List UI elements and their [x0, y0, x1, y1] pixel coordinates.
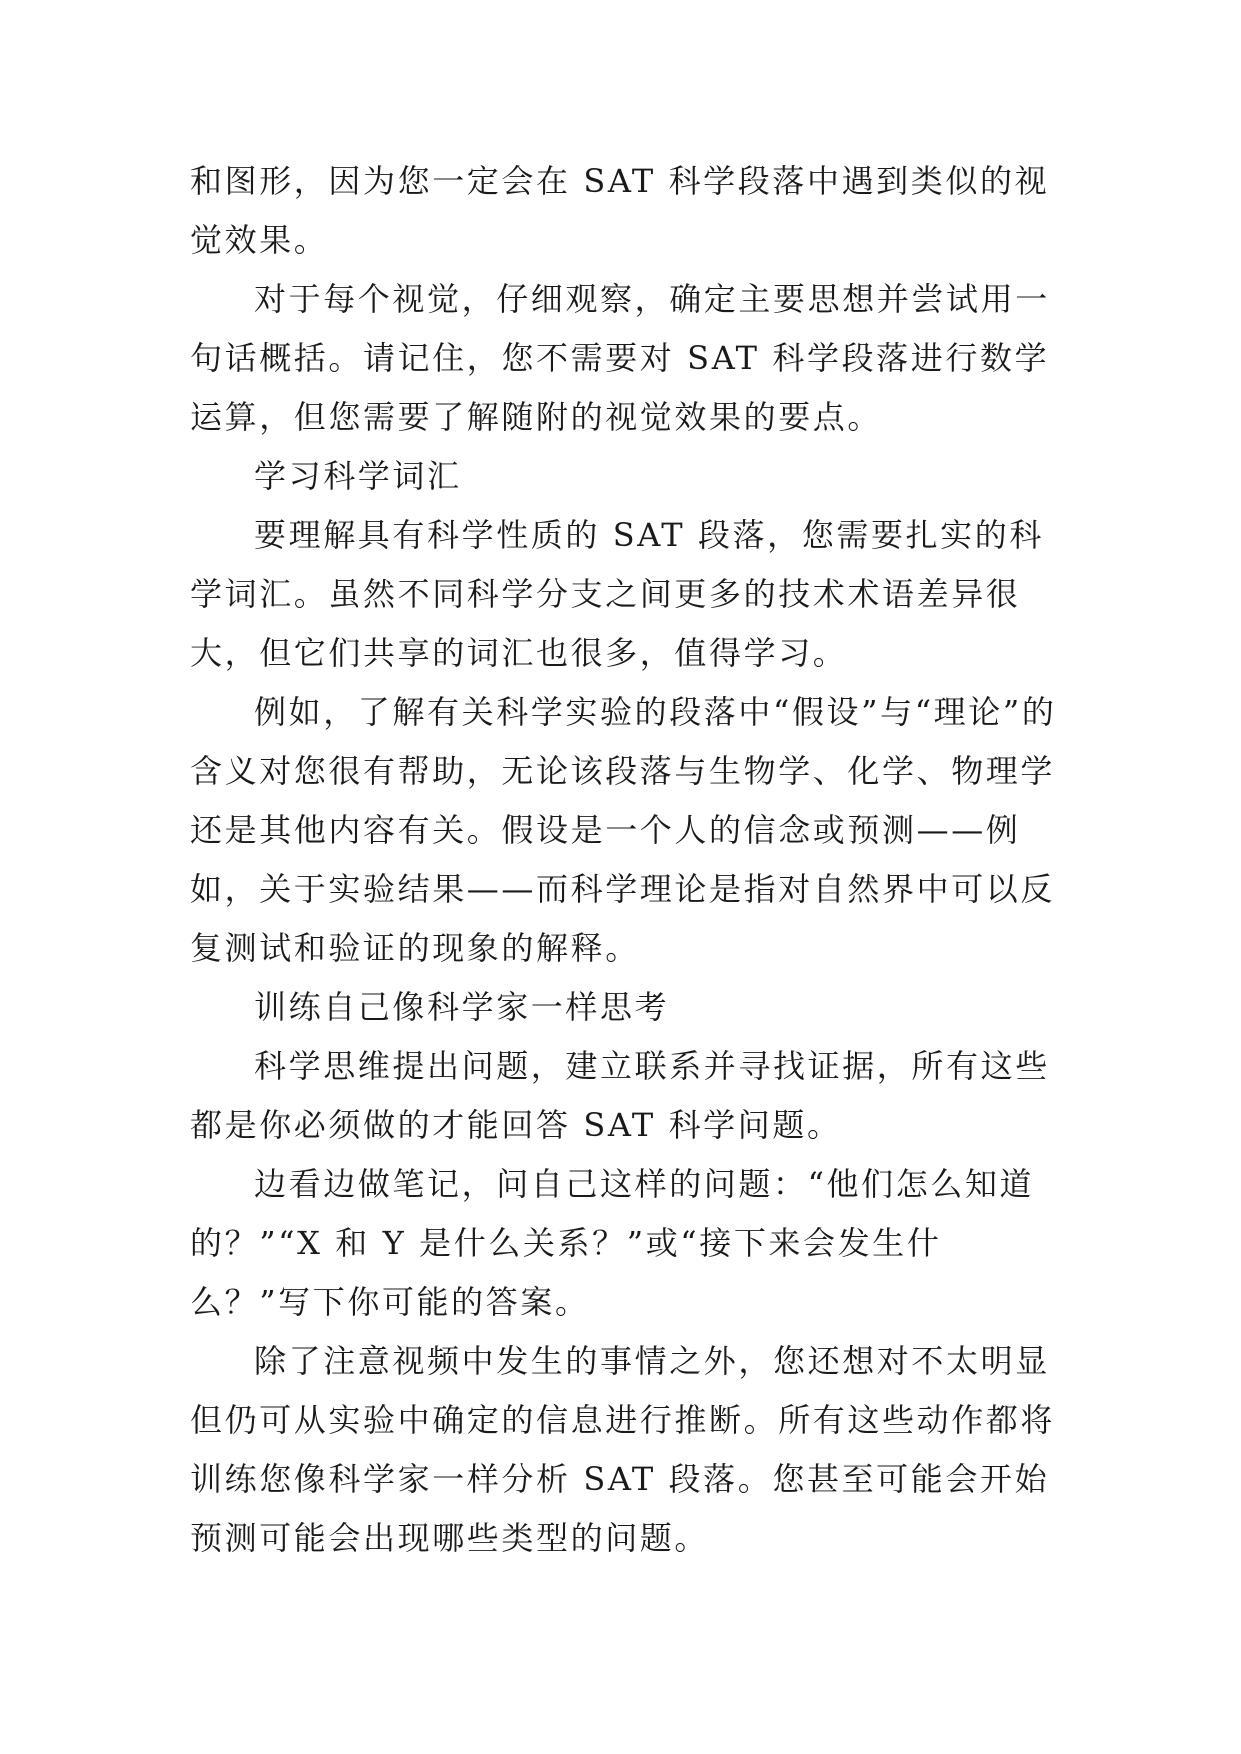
- document-body: [190, 152, 1060, 1568]
- paragraph-scientific-thinking: 科学思维提出问题，建立联系并寻找证据，所有这些都是你必须做的才能回答 SAT 科学问题。: [190, 1047, 1050, 1144]
- paragraph-vocabulary: 要理解具有科学性质的 SAT 段落，您需要扎实的科学词汇。虽然不同科学分支之间更多的技术术语差异很大，但它们共享的词汇也很多，值得学习。: [190, 516, 1044, 672]
- paragraph-inference: 除了注意视频中发生的事情之外，您还想对不太明显但仍可从实验中确定的信息进行推断。所有这些动作都将训练您像科学家一样分析 SAT 段落。您甚至可能会开始预测可能会出现哪些类型的问题。: [190, 1342, 1056, 1557]
- paragraph-visuals: 对于每个视觉，仔细观察，确定主要思想并尝试用一句话概括。请记住，您不需要对 SAT 科学段落进行数学运算，但您需要了解随附的视觉效果的要点。: [190, 280, 1050, 436]
- section-heading-think-like-scientist: 训练自己像科学家一样思考: [254, 988, 670, 1026]
- paragraph-take-notes: 边看边做笔记，问自己这样的问题：“他们怎么知道的？”“X 和 Y 是什么关系？”或“接下来会发生什么？”写下你可能的答案。: [190, 1165, 1035, 1321]
- paragraph-continuation: 和图形，因为您一定会在 SAT 科学段落中遇到类似的视觉效果。: [190, 162, 1050, 259]
- paragraph-hypothesis-theory: 例如，了解有关科学实验的段落中“假设”与“理论”的含义对您很有帮助，无论该段落与生物学、化学、物理学还是其他内容有关。假设是一个人的信念或预测——例如，关于实验结果——而科学理论是指对自然界中可以反复测试和验证的现象的解释。: [190, 693, 1057, 967]
- section-heading-vocabulary: 学习科学词汇: [254, 457, 462, 495]
